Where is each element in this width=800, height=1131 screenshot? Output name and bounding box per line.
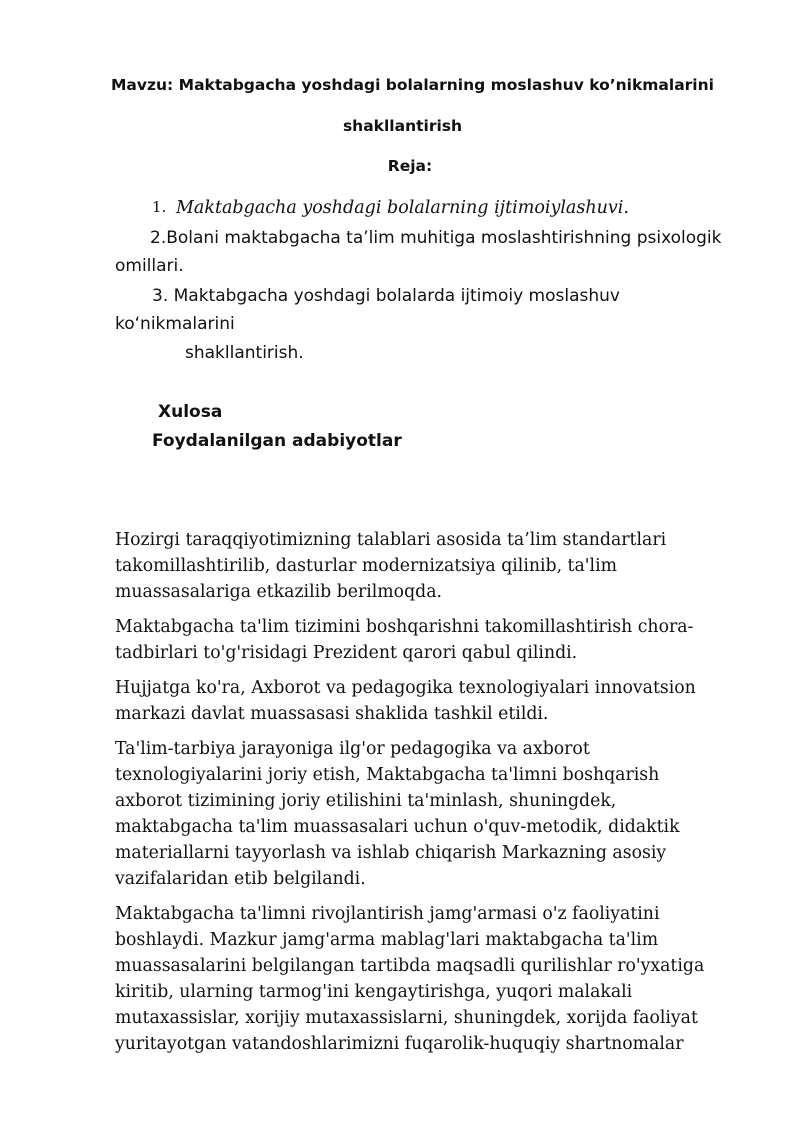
body-paragraph-1: Hozirgi taraqqiyotimizning talablari asosida ta’lim standartlari takomillashtirilib, dasturlar modernizatsiya qilinib, ta'lim muassasalariga etkazilib berilmoqda. (115, 530, 667, 602)
plan-item-1-text: Maktabgacha yoshdagi bolalarning ijtimoiylashuvi. (176, 198, 629, 218)
body-paragraph-5: Maktabgacha ta'limni rivojlantirish jamg'armasi o'z faoliyatini boshlaydi. Mazkur jamg'arma mablag'lari maktabgacha ta'lim muassasalarini belgilangan tartibda maqsadli qurilishlar ro'yxatiga kiritib, ularning tarmog'ini kengaytirishga, yuqori malakali mutaxassislar, xorijiy mutaxassislarni, shuningdek, xorijda faoliyat yuritayotgan vatandoshlarimizni fuqarolik-huquqiy shartnomalar (115, 904, 705, 1054)
document-title-line2: shakllantirish (342, 117, 463, 135)
plan-item-3-line1: 3. Maktabgacha yoshdagi bolalarda ijtimoiy moslashuv (152, 286, 620, 306)
conclusion-heading: Xulosa (158, 402, 223, 422)
references-heading: Foydalanilgan adabiyotlar (152, 431, 402, 451)
plan-item-2-line2: omillari. (115, 256, 184, 276)
body-paragraph-3: Hujjatga ko'ra, Axborot va pedagogika texnologiyalari innovatsion markazi davlat muassasasi shaklida tashkil etildi. (115, 678, 696, 724)
plan-item-1-number: 1. (152, 198, 167, 216)
plan-item-3-line2: ko‘nikmalarini (115, 314, 235, 334)
plan-heading: Reja: (387, 157, 433, 175)
body-text (115, 527, 725, 1066)
plan-item-3-line3: shakllantirish. (185, 343, 304, 363)
plan-item-2-line1: 2.Bolani maktabgacha ta’lim muhitiga moslashtirishning psixologik (150, 228, 722, 248)
document-title-line1: Mavzu: Maktabgacha yoshdagi bolalarning moslashuv ko’nikmalarini (111, 76, 714, 94)
body-paragraph-4: Ta'lim-tarbiya jarayoniga ilg'or pedagogika va axborot texnologiyalarini joriy etish, Maktabgacha ta'limni boshqarish axborot tizimining joriy etilishini ta'minlash, shuningdek, maktabgacha ta'lim muassasalari uchun o'quv-metodik, didaktik materiallarni tayyorlash va ishlab chiqarish Markazning asosiy vazifalaridan etib belgilandi. (115, 739, 680, 889)
body-paragraph-2: Maktabgacha ta'lim tizimini boshqarishni takomillashtirish chora-tadbirlari to'g'risidagi Prezident qarori qabul qilindi. (115, 617, 694, 663)
